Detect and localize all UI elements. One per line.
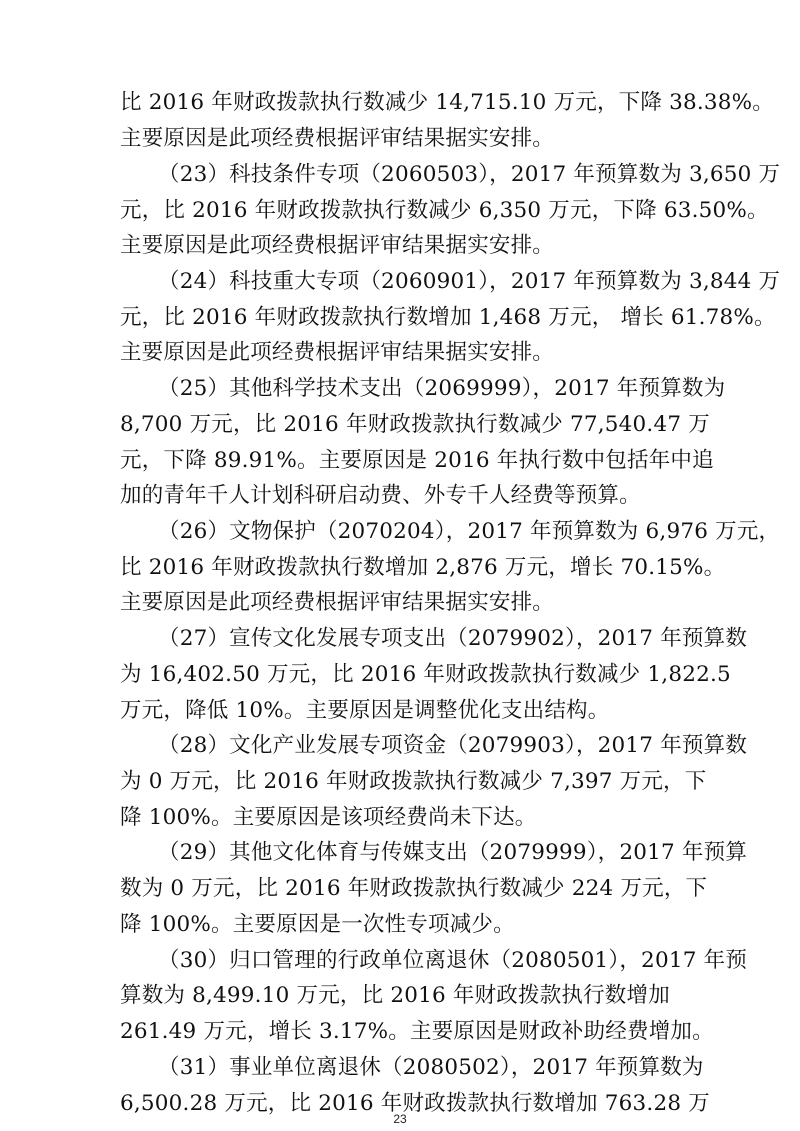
text-line: 261.49 万元，增长 3.17%。主要原因是财政补助经费增加。	[120, 1019, 714, 1044]
text-line: 8,700 万元，比 2016 年财政拨款执行数减少 77,540.47 万	[120, 412, 710, 437]
text-line: 万元，降低 10%。主要原因是调整优化支出结构。	[120, 698, 610, 723]
text-line: 降 100%。主要原因是一次性专项减少。	[120, 912, 515, 937]
text-line: 算数为 8,499.10 万元，比 2016 年财政拨款执行数增加	[120, 983, 670, 1008]
text-line: 主要原因是此项经费根据评审结果据实安排。	[120, 590, 555, 615]
text-line: 比 2016 年财政拨款执行数增加 2,876 万元，增长 70.15%。	[120, 555, 726, 580]
text-line: （24）科技重大专项（2060901），2017 年预算数为 3,844 万	[158, 269, 781, 294]
text-line: 比 2016 年财政拨款执行数减少 14,715.10 万元，下降 38.38%。	[120, 90, 774, 115]
text-line: （23）科技条件专项（2060503），2017 年预算数为 3,650 万	[158, 162, 781, 187]
text-line: 加的青年千人计划科研启动费、外专千人经费等预算。	[120, 483, 641, 508]
text-line: （30）归口管理的行政单位离退休（2080501），2017 年预	[158, 948, 748, 973]
text-line: 元，比 2016 年财政拨款执行数增加 1,468 万元， 增长 61.78%。	[120, 305, 776, 330]
text-line: 降 100%。主要原因是该项经费尚未下达。	[120, 805, 537, 830]
text-line: 数为 0 万元，比 2016 年财政拨款执行数减少 224 万元，下	[120, 876, 708, 901]
text-line: （26）文物保护（2070204），2017 年预算数为 6,976 万元，	[158, 519, 781, 544]
text-line: 主要原因是此项经费根据评审结果据实安排。	[120, 340, 555, 365]
text-line: （29）其他文化体育与传媒支出（2079999），2017 年预算	[158, 840, 748, 865]
text-line: 主要原因是此项经费根据评审结果据实安排。	[120, 126, 555, 151]
text-line: 元，下降 89.91%。主要原因是 2016 年执行数中包括年中追	[120, 448, 714, 473]
text-line: 为 0 万元，比 2016 年财政拨款执行数减少 7,397 万元，下	[120, 769, 707, 794]
text-line: （27）宣传文化发展专项支出（2079902），2017 年预算数	[158, 626, 748, 651]
text-line: （25）其他科学技术支出（2069999），2017 年预算数为	[158, 376, 726, 401]
text-line: （28）文化产业发展专项资金（2079903），2017 年预算数	[158, 733, 748, 758]
text-line: 主要原因是此项经费根据评审结果据实安排。	[120, 233, 555, 258]
page-number: 23	[393, 1112, 407, 1126]
text-line: 元，比 2016 年财政拨款执行数减少 6,350 万元，下降 63.50%。	[120, 198, 769, 223]
text-line: （31）事业单位离退休（2080502），2017 年预算数为	[158, 1055, 704, 1080]
text-line: 6,500.28 万元，比 2016 年财政拨款执行数增加 763.28 万	[120, 1091, 710, 1116]
text-line: 为 16,402.50 万元，比 2016 年财政拨款执行数减少 1,822.5	[120, 662, 731, 687]
